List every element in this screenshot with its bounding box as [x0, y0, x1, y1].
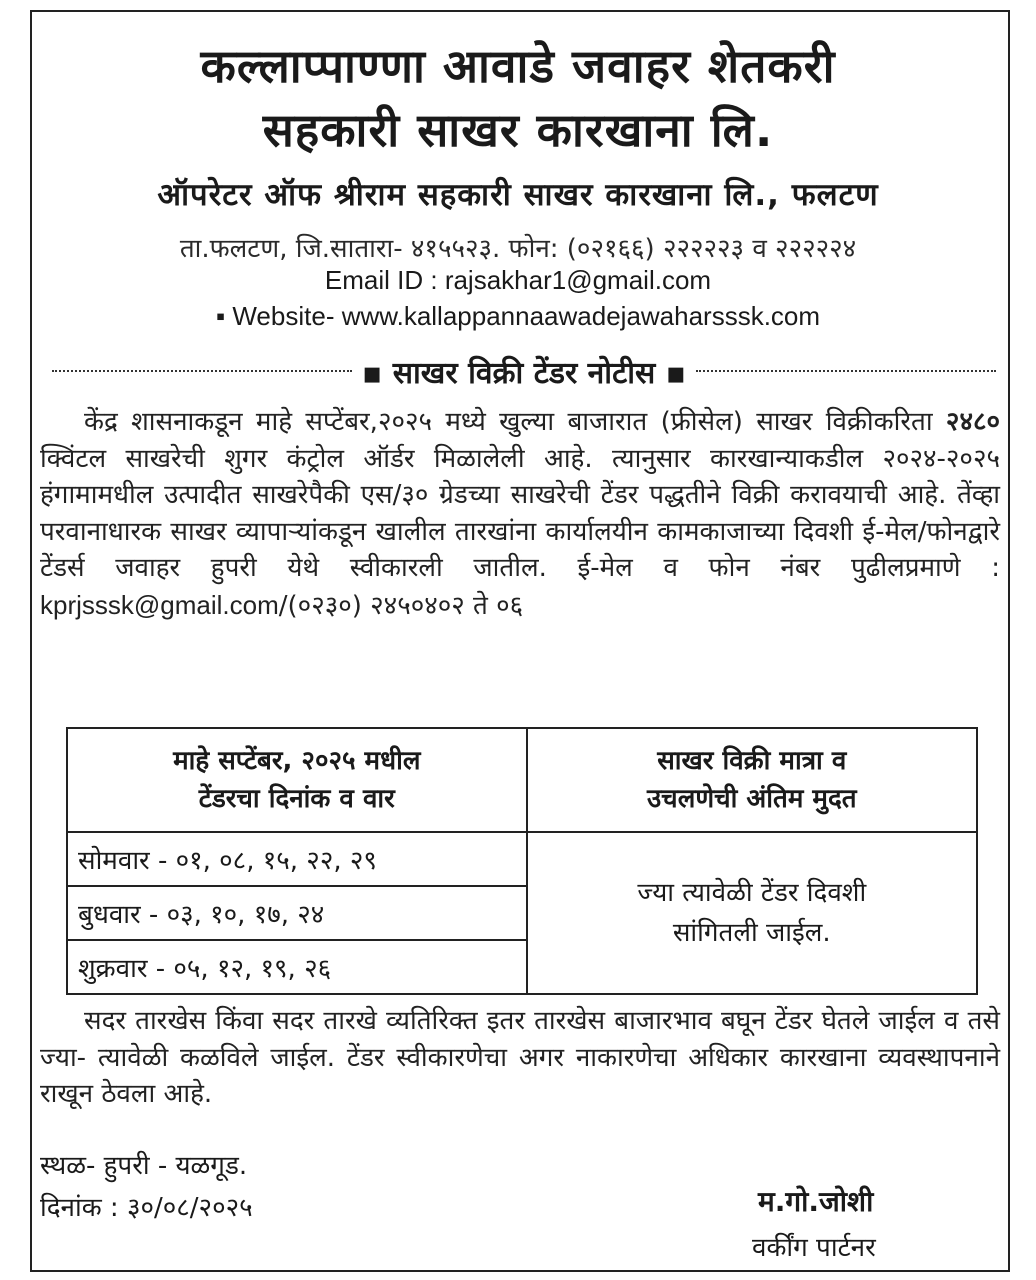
para1-text-a: केंद्र शासनाकडून माहे सप्टेंबर,२०२५ मध्ये खुल्या बाजारात (फ्रीसेल) साखर विक्रीकरिता [84, 407, 933, 437]
quantity-deadline-line2: सांगितली जाईल. [672, 918, 831, 948]
para2-text: सदर तारखेस किंवा सदर तारखे व्यतिरिक्त इतर तारखेस बाजारभाव बघून टेंडर घेतले जाईल व तसे ज्या- त्यावेळी कळविले जाईल. टेंडर स्वीकारणेचा अगर नाकारणेचा अधिकार कारखाना व्यवस्थापनाने राखून ठेवला आहे. [40, 1006, 1000, 1109]
notice-date: दिनांक : ३०/०८/२०२५ [40, 1193, 253, 1223]
col-header-dates-line1: माहे सप्टेंबर, २०२५ मधील [173, 746, 421, 776]
col-header-quantity-line1: साखर विक्री मात्रा व [657, 746, 847, 776]
monday-dates: सोमवार - ०१, ०८, १५, २२, २९ [67, 832, 527, 886]
website: ▪ Website- www.kallappannaawadejawaharsssk.com [215, 301, 821, 331]
company-name-line1: कल्लाप्पाण्णा आवाडे जवाहर शेतकरी [200, 39, 836, 93]
contact-email: kprjsssk@gmail.com [40, 589, 279, 620]
dotted-rule-right [696, 370, 996, 372]
col-header-dates-line2: टेंडरचा दिनांक व वार [198, 784, 395, 814]
col-header-dates [67, 728, 527, 832]
col-header-quantity [527, 728, 977, 832]
friday-dates: शुक्रवार - ०५, १२, १९, २६ [67, 940, 527, 994]
sugar-quantity: २४८० [945, 407, 1001, 437]
table-header-row [67, 728, 977, 832]
quantity-deadline-note [527, 832, 977, 994]
email-id: Email ID : rajsakhar1@gmail.com [324, 265, 712, 295]
notice-paragraph-2 [40, 1003, 1000, 1113]
table-row [67, 832, 977, 886]
operator-subtitle: ऑपरेटर ऑफ श्रीराम सहकारी साखर कारखाना लि., फलटण [157, 177, 879, 213]
tender-schedule-table [66, 727, 978, 995]
para1-text-b: क्विंटल साखरेची शुगर कंट्रोल ऑर्डर मिळालेली आहे. त्यानुसार कारखान्याकडील २०२४-२०२५ हंगामामधील उत्पादीत साखरेपैकी एस/३० ग्रेडच्या साखरेची टेंडर पद्धतीने विक्री करावयाची आहे. तेंव्हा परवानाधारक साखर व्यापाऱ्यांकडून खालील तारखांना कार्यालयीन कामकाजाच्या दिवशी ई-मेल/फोनद्वारे टेंडर्स जवाहर हुपरी येथे स्वीकारली जातील. ई-मेल व फोन नंबर पुढीलप्रमाणे : [40, 443, 1000, 583]
quantity-deadline-line1: ज्या त्यावेळी टेंडर दिवशी [637, 878, 867, 908]
notice-paragraph-1 [40, 404, 1000, 624]
company-name-line2: सहकारी साखर कारखाना लि. [262, 103, 774, 157]
signatory-title: वर्कींग पार्टनर [752, 1233, 876, 1263]
col-header-quantity-line2: उचलणेची अंतिम मुदत [646, 784, 857, 814]
address-phone: ता.फलटण, जि.सातारा- ४१५५२३. फोन: (०२१६६) २२२२२३ व २२२२२४ [179, 234, 857, 264]
notice-title: ▪ साखर विक्री टेंडर नोटीस ▪ [361, 355, 687, 391]
notice-heading-row [52, 348, 996, 394]
wednesday-dates: बुधवार - ०३, १०, १७, २४ [67, 886, 527, 940]
signatory-name: म.गो.जोशी [758, 1185, 874, 1218]
contact-phone: /(०२३०) २४५०४०२ ते ०६ [278, 590, 524, 621]
dotted-rule-left [52, 370, 352, 372]
place: स्थळ- हुपरी - यळगूड. [40, 1151, 248, 1181]
